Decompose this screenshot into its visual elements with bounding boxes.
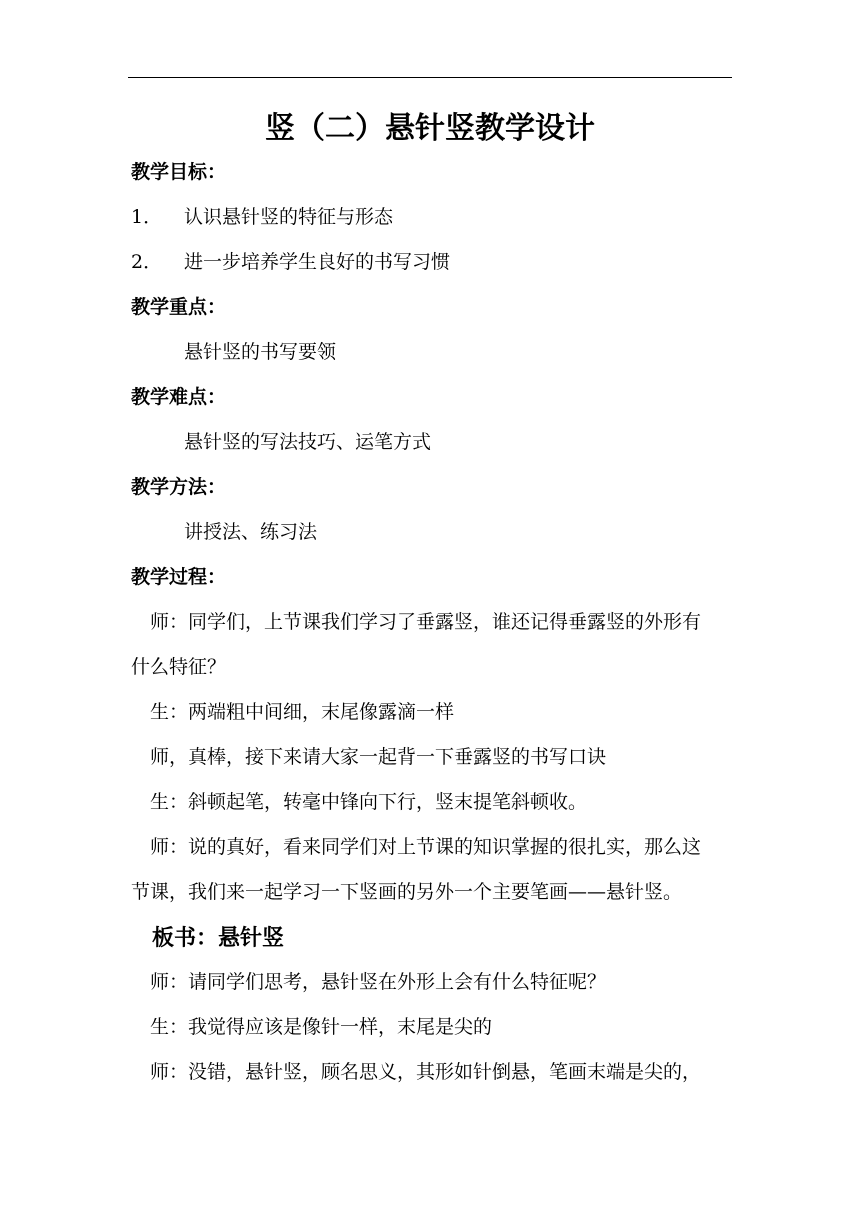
dialogue-line: 生：斜顿起笔，转毫中锋向下行，竖末提笔斜顿收。 bbox=[150, 791, 588, 813]
objectives-heading: 教学目标： bbox=[131, 161, 227, 183]
document-title: 竖（二）悬针竖教学设计 bbox=[265, 111, 595, 146]
difficulty-heading: 教学难点： bbox=[131, 386, 227, 408]
key-point-heading: 教学重点： bbox=[131, 296, 227, 318]
header-rule bbox=[128, 77, 732, 78]
dialogue-line: 生：我觉得应该是像针一样，末尾是尖的 bbox=[150, 1016, 493, 1038]
dialogue-line: 生：两端粗中间细，末尾像露滴一样 bbox=[150, 701, 455, 723]
objective-text-2: 进一步培养学生良好的书写习惯 bbox=[184, 251, 451, 273]
dialogue-line: 什么特征？ bbox=[131, 656, 227, 678]
dialogue-line: 师：说的真好，看来同学们对上节课的知识掌握的很扎实，那么这 bbox=[150, 836, 702, 858]
difficulty-text: 悬针竖的写法技巧、运笔方式 bbox=[184, 431, 432, 453]
process-heading: 教学过程： bbox=[131, 566, 227, 588]
method-heading: 教学方法： bbox=[131, 476, 227, 498]
objective-number-2: 2． bbox=[131, 251, 163, 273]
key-point-text: 悬针竖的书写要领 bbox=[184, 341, 337, 363]
dialogue-line: 节课，我们来一起学习一下竖画的另外一个主要笔画——悬针竖。 bbox=[131, 881, 683, 903]
objective-number-1: 1． bbox=[131, 206, 163, 228]
dialogue-line: 师：请同学们思考，悬针竖在外形上会有什么特征呢？ bbox=[150, 971, 607, 993]
dialogue-line: 师，真棒，接下来请大家一起背一下垂露竖的书写口诀 bbox=[150, 746, 607, 768]
board-writing: 板书：悬针竖 bbox=[152, 925, 285, 951]
objective-text-1: 认识悬针竖的特征与形态 bbox=[184, 206, 394, 228]
method-text: 讲授法、练习法 bbox=[184, 521, 318, 543]
dialogue-line: 师：没错，悬针竖，顾名思义，其形如针倒悬，笔画末端是尖的， bbox=[150, 1061, 702, 1083]
dialogue-line: 师：同学们，上节课我们学习了垂露竖，谁还记得垂露竖的外形有 bbox=[150, 611, 702, 633]
